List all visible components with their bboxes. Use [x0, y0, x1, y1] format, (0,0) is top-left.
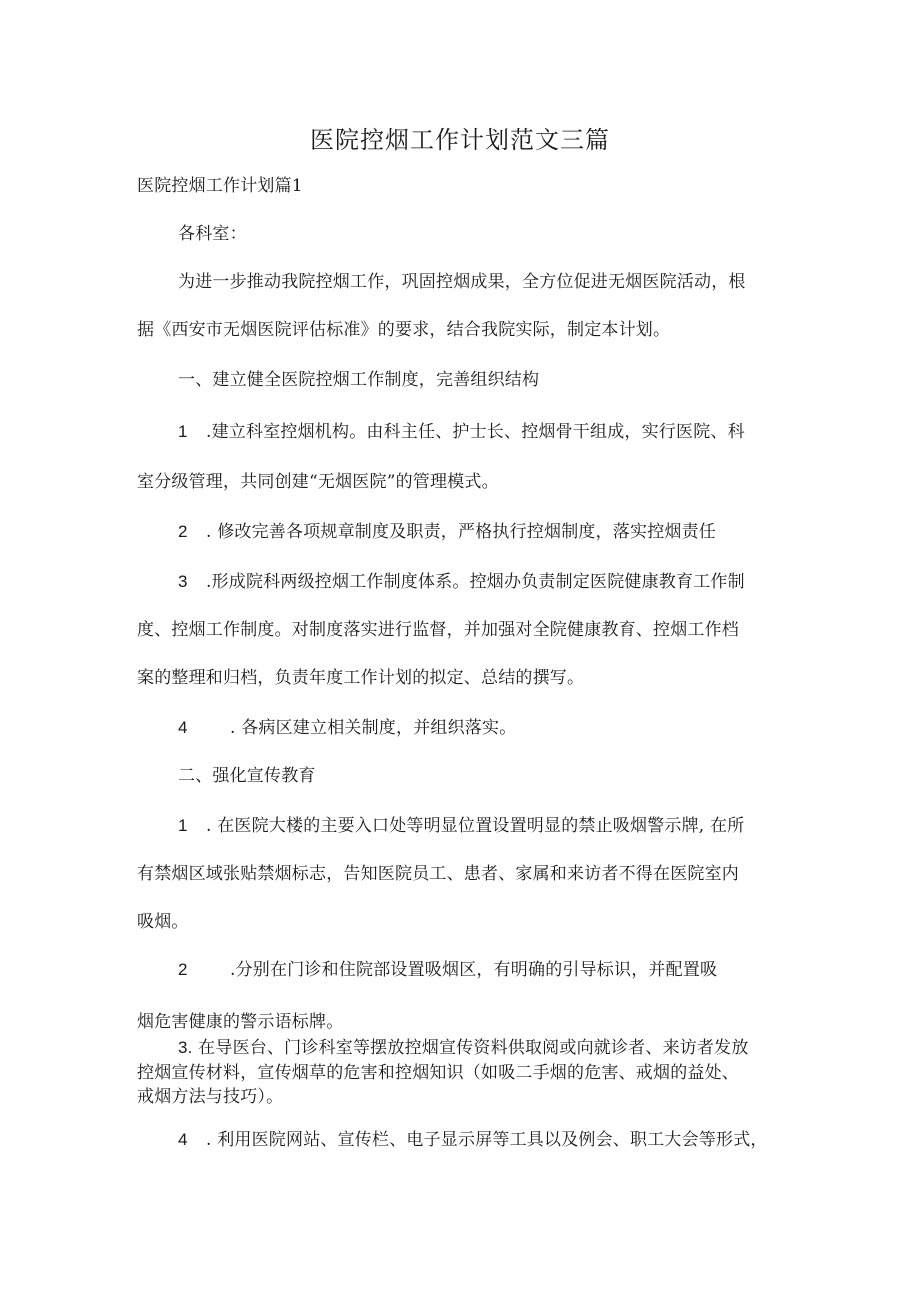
list-item — [178, 571, 745, 593]
item-number: 2 — [178, 960, 188, 979]
item-text: 在导医台、门诊科室等摆放控烟宣传资料供取阅或向就诊者、来访者发放 — [192, 1038, 749, 1058]
item-text: . 各病区建立相关制度，并组织落实。 — [230, 718, 517, 738]
item-text: 烟危害健康的警示语标牌。 — [137, 1012, 344, 1032]
item-text: . 利用医院网站、宣传栏、电子显示屏等工具以及例会、职工大会等形式， — [206, 1130, 768, 1150]
document-subtitle: 医院控烟工作计划篇1 — [137, 176, 303, 196]
item-text: . 在医院大楼的主要入口处等明显位置设置明显的禁止吸烟警示牌, 在所 — [206, 816, 745, 836]
item-text: 吸烟。 — [137, 912, 189, 932]
list-item — [178, 1037, 749, 1059]
item-text: 案的整理和归档，负责年度工作计划的拟定、总结的撰写。 — [137, 668, 585, 688]
item-number: 2 — [178, 522, 188, 541]
item-text: 度、控烟工作制度。对制度落实进行监督，并加强对全院健康教育、控烟工作档 — [137, 620, 739, 640]
greeting: 各科室： — [178, 224, 247, 244]
list-item — [178, 421, 745, 443]
section-heading: 一、建立健全医院控烟工作制度，完善组织结构 — [178, 370, 540, 390]
item-text: .建立科室控烟机构。由科主任、护士长、控烟骨干组成，实行医院、科 — [206, 422, 745, 442]
item-text: .形成院科两级控烟工作制度体系。控烟办负责制定医院健康教育工作制 — [206, 572, 745, 592]
list-item — [178, 717, 516, 739]
item-text: . 修改完善各项规章制度及职责，严格执行控烟制度，落实控烟责任 — [206, 522, 717, 542]
list-item — [178, 521, 716, 543]
list-item — [178, 1129, 768, 1151]
list-item — [178, 815, 744, 837]
document-title: 医院控烟工作计划范文三篇 — [310, 126, 610, 154]
item-number: 1 — [178, 422, 188, 441]
item-text: 有禁烟区域张贴禁烟标志，告知医院员工、患者、家属和来访者不得在医院室内 — [137, 864, 739, 884]
item-number: 1 — [178, 816, 188, 835]
item-number: 3. — [178, 1038, 193, 1057]
section-heading: 二、强化宣传教育 — [178, 766, 316, 786]
item-number: 4 — [178, 1130, 188, 1149]
item-text: .分别在门诊和住院部设置吸烟区，有明确的引导标识，并配置吸 — [230, 960, 718, 980]
intro-line: 据《西安市无烟医院评估标准》的要求，结合我院实际，制定本计划。 — [137, 320, 671, 340]
item-text: 戒烟方法与技巧）。 — [137, 1087, 284, 1107]
item-number: 3 — [178, 572, 188, 591]
item-text: 控烟宣传材料，宣传烟草的危害和控烟知识（如吸二手烟的危害、戒烟的益处、 — [137, 1063, 739, 1083]
item-number: 4 — [178, 718, 188, 737]
item-text: 室分级管理，共同创建“无烟医院”的管理模式。 — [137, 472, 499, 492]
intro-line: 为进一步推动我院控烟工作，巩固控烟成果，全方位促进无烟医院活动，根 — [178, 272, 746, 292]
list-item — [178, 959, 717, 981]
